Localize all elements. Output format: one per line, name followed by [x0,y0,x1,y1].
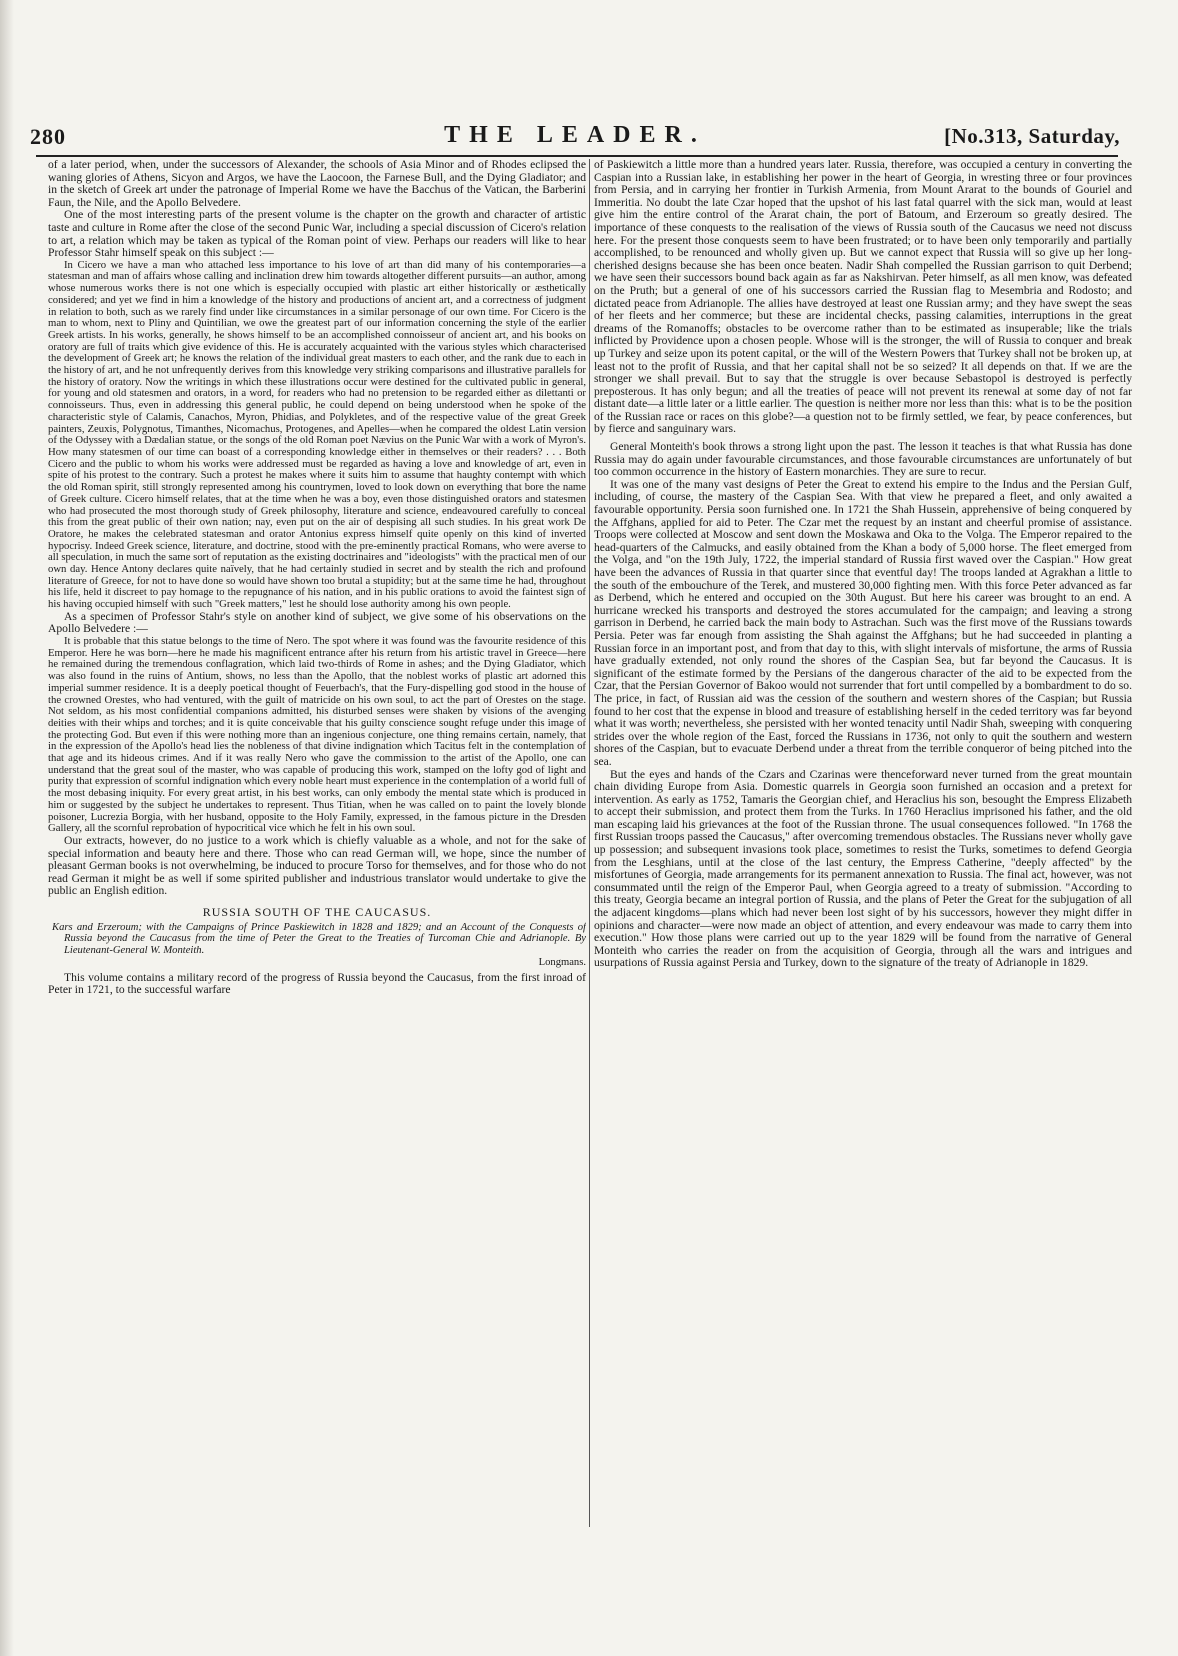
article-paragraph: of a later period, when, under the successors of Alexander, the schools of Asia Minor and of Rhodes eclipsed the waning glories of Athens, Sicyon and Argos, we have the Laocoon, the Farnese Bull, and the Dying Gladiator; and in the sketch of Greek art under the patronage of Imperial Rome we have the Bacchus of the Vatican, the Barberini Faun, the Nile, and the Apollo Belvedere. [48,159,586,209]
page-header [30,124,1120,154]
article-paragraph: Our extracts, however, do no justice to a work which is chiefly valuable as a whole, and not for the sake of special information and beauty here and there. Those who can read German will, we hope, since the number of pleasant German books is not overwhelming, be induced to procure Torso for themselves, and for those who do not read German it might be as well if some spirited publisher and industrious translator would undertake to give the public an English edition. [48,833,586,898]
article-paragraph: But the eyes and hands of the Czars and Czarinas were thenceforward never turned from the great mountain chain dividing Europe from Asia. Domestic quarrels in Georgia soon furnished an occasion and a pretext for intervention. As early as 1752, Tamaris the Georgian chief, and Heraclius his son, besought the Empress Elizabeth to accept their submission, and protect them from the Turks. In 1760 Heraclius imprisoned his father, and the old man escaping laid his grievances at the foot of the Russian throne. The usual consequences followed. "In 1768 the first Russian troops passed the Caucasus," after overcoming tremendous obstacles. The Russians never wholly gave up possession; and subsequent invasions took place, sometimes to resist the Turks, sometimes to defend Georgia from the Lesghians, until at the close of the last century, the Empress Catherine, "deeply affected" by the misfortunes of Georgia, made arrangements for its permanent annexation to Russia. The final act, however, was not consummated until the reign of the Emperor Paul, when Georgia agreed to a treaty of submission. "According to this treaty, Georgia became an integral portion of Russia, and the plans of Peter the Great for the subjugation of all the adjacent kingdoms—plans which had never been lost sight of by his successors, however they might differ in opinions and character—were now made an object of attention, and every endeavour was made to carry them into execution." How those plans were carried out up to the year 1829 will be found from the narrative of General Monteith who carries the reader on from the acquisition of Georgia, through all the wars and intrigues and usurpations of Russia against Persia and Turkey, down to the signature of the treaty of Adrianople in 1829. [594,767,1132,970]
right-column [594,159,1132,1529]
header-rule [36,155,1118,157]
column-divider [589,159,590,1527]
section-title: RUSSIA SOUTH OF THE CAUCASUS. [202,904,432,919]
page-edge-shadow [0,0,14,1656]
article-paragraph: One of the most interesting parts of the present volume is the chapter on the growth and character of artistic taste and culture in Rome after the close of the second Punic War, including a special discussion of Cicero's relation to art, a relation which may be taken as typical of the Roman point of view. Perhaps our readers will like to hear Professor Stahr himself speak on this subject :— [48,208,586,260]
block-quote: It is probable that this statue belongs to the time of Nero. The spot where it was found was the favourite residence of this Emperor. Here he was born—here he made his magnificent entrance after his return from his artistic travel in Greece—here he remained during the tremendous conflagration, which laid two-thirds of Rome in ashes; and the Dying Gladiator, which was also found in the ruins of Antium, shows, no less than the Apollo, that the noblest works of plastic art adorned this imperial summer residence. It is a deeply poetical thought of Feuerbach's, that the Fury-dispelling god stood in the house of the crowned Orestes, who had ventured, with the guilt of matricide on his own soul, to act the part of Orestes on the stage. Not seldom, as his most confidential companions admitted, his disturbed senses were shaken by visions of the avenging deities with their whips and torches; and it is quite conceivable that his guilty conscience sought refuge under this image of the protecting God. But even if this were nothing more than an ingenious conjecture, one thing remains certain, namely, that in the expression of the Apollo's head lies the nobleness of that divine indignation which Tacitus felt in the contemplation of that age and its hideous crimes. And if it was really Nero who gave the commission to the artist of the Apollo, one can understand that the great soul of the master, who was capable of producing this work, stamped on the lofty god of light and purity that expression of scornful indignation which every noble heart must experience in the contemplation of a world full of the most debasing iniquity. For every great artist, in his best works, can only embody the mental state which is produced in him or suggested by the subject he undertakes to represent. Thus Titian, when he was called on to paint the lovely blonde poisoner, Lucrezia Borgia, with her husband, opposite to the Holy Family, expressed, in the famous picture in the Dresden Gallery, all the scornful reprobation of hypocritical vice which he felt in his own soul. [48,635,586,835]
article-paragraph: This volume contains a military record of the progress of Russia beyond the Caucasus, from the first inroad of Peter in 1721, to the successful warfare [48,970,586,997]
page-number: 280 [30,124,66,149]
book-title: Kars and Erzeroum; with the Campaigns of Prince Paskiewitch in 1828 and 1829; and an Account of the Conquests of Russia beyond the Caucasus from the time of Peter the Great to the Treaties of Turcoman Chie and Adrianople. By Lieutenant-General W. Monteith. [52,921,586,957]
left-column [48,159,586,1529]
book-citation [52,921,586,969]
article-paragraph: As a specimen of Professor Stahr's style on another kind of subject, we give some of his observations on the Apollo Belvedere :— [48,609,586,636]
block-quote: In Cicero we have a man who attached less importance to his love of art than did many of his contemporaries—a statesman and man of affairs whose calling and inclination drew him towards altogether different pursuits—an author, among whose numerous works there is not one which is especially occupied with plastic art either historically or æsthetically considered; and yet we find in him a knowledge of the history and productions of ancient art, and a correctness of judgment in relation to both, such as we rarely find under like circumstances in a similar personage of our own time. For Cicero is the man to whom, next to Pliny and Quintilian, we owe the greatest part of our information concerning the style of the earlier Greek artists. In his works, generally, he shows himself to be an accomplished connoisseur of ancient art, and his books on oratory are full of traits which give evidence of this. He is accurately acquainted with the various styles which characterised the development of Greek art; he knows the relation of the individual great masters to each other, and the rank due to each in the history of art, and he not unfrequently derives from this knowledge very striking comparisons and illustrative parallels for the history of oratory. Now the writings in which these illustrations occur were destined for the cultivated public in general, for young and old statesmen and orators, in a word, for readers who had no pretension to be regarded either as dilettanti or connoisseurs. Thus, even in addressing this general public, he could depend on being understood when he spoke of the characteristic style of Calamis, Canachos, Myron, Phidias, and Polykletes, and of the respective value of the great Greek painters, Zeuxis, Polygnotus, Timanthes, Nicomachus, Protogenes, and Apelles—when he compared the oldest Latin version of the Odyssey with a Dædalian statue, or the songs of the old Roman poet Nævius on the Punic War with a work of Myron's. How many statesmen of our time can boast of a corresponding knowledge either in themselves or their readers? . . . Both Cicero and the public to whom his works were addressed must be regarded as having a love and knowledge of art, even in spite of his protest to the contrary. Such a protest he makes where it suits him to assume that haughty contempt with which the old Roman spirit, still strongly represented among his countrymen, loved to look down on everything that bore the name of Greek culture. Cicero himself relates, that at the time when he was a boy, even those distinguished orators and statesmen who had prosecuted the most thorough study of Greek philosophy, literature and science, endeavoured carefully to conceal this from the great public of their own nation; nay, even put on the air of despising all such studies. In his great work De Oratore, he makes the celebrated statesman and orator Antonius express himself quite openly on this kind of inverted hypocrisy. Indeed Greek science, literature, and doctrine, stood with the pre-eminently practical Romans, who were averse to all speculation, in much the same sort of reputation as the existing doctrinaires and "ideologists" with the practical men of our own day. Hence Antony declares quite naïvely, that he had certainly studied in secret and by stealth the rich and profound literature of Greece, for not to have done so would have shown too brutal a stupidity; but at the same time he had, throughout his life, held it discreet to pay homage to the repugnance of his nation, and in his public orations to avoid the faintest sign of his having occupied himself with such "Greek matters," lest he should lose authority among his own people. [48,258,586,611]
book-publisher: Longmans. [538,956,586,968]
article-paragraph: of Paskiewitch a little more than a hundred years later. Russia, therefore, was occupied a century in converting the Caspian into a Russian lake, in establishing her power in the heart of Georgia, in wresting three or four provinces from Persia, and in carrying her frontier in Turkish Armenia, from Mount Ararat to the bounds of Gouriel and Immeritia. No doubt the late Czar hoped that the upshot of his last fatal quarrel with the sick man, would at least give him the entire control of the Ararat chain, the port of Batoum, and Erzeroum so greatly desired. The importance of these conquests to the realisation of the views of Russia south of the Caucasus we need not discuss here. For the present those conquests seem to have been frustrated; or to have been only temporarily and partially accomplished, to be renounced and wholly given up. But we cannot expect that Russia will so give up her long-cherished designs because she has been once beaten. Nadir Shah compelled the Russian garrison to quit Derbend; we have seen their successors bound back again as far as Nakshirvan. Peter himself, as all men know, was defeated on the Pruth; but a general of one of his successors carried the Russian flag to Mesembria and Rodosto; and dictated peace from Adrianople. The allies have destroyed at least one Russian army; and they have swept the seas of her fleets and her commerce; but these are incidental checks, passing calamities, interruptions in the great dreams of the Romanoffs; obstacles to be overcome rather than to be estimated as insuperable; like the trials inflicted by Providence upon a chosen people. Whose will is the stronger, the will of Russia to conquer and break up Turkey and seize upon its potent capital, or the will of the Western Powers that Turkey shall not be broken up, at least not to the profit of Russia, and that her capital shall not be so seized? It all depends on that. If we are the stronger we shall prevail. But to say that the struggle is over because Sebastopol is destroyed is perfectly preposterous. It has only begun; and all the treaties of peace will not prevent its renewal at some day of not far distant date—a little later or a little earlier. The question is neither more nor less than this: what is to be the position of the Russian race or races on this globe?—a question not to be firmly settled, we fear, by peace conferences, but by fierce and sanguinary wars. [594,159,1132,436]
masthead-title: THE LEADER. [444,122,706,148]
issue-info: [No.313, Saturday, [944,124,1120,148]
article-paragraph: It was one of the many vast designs of Peter the Great to extend his empire to the Indus and the Persian Gulf, including, of course, the mastery of the Caspian Sea. With that view he prepared a fleet, and only awaited a favourable opportunity. Persia soon furnished one. In 1721 the Shah Hussein, apprehensive of being conquered by the Affghans, applied for aid to Peter. The Czar met the request by an instant and cheerful promise of assistance. Troops were collected at Moscow and sent down the Moskawa and Oka to the Volga. The Emperor repaired to the head-quarters of the Calmucks, and easily obtained from the Khan a body of 5,000 horse. The fleet emerged from the Volga, and "on the 19th July, 1722, the imperial standard of Russia first waved over the Caspian." How great have been the advances of Russia in that quarter since that eventful day! The troops landed at Agrakhan a little to the south of the embouchure of the Terek, and mustered 30,000 fighting men. With this force Peter advanced as far as Derbend, which he entered and occupied on the 30th August. But here his career was brought to an end. A hurricane wrecked his transports and destroyed the stores accumulated for the campaign; and leaving a strong garrison in Derbend, he carried back the main body to Astrachan. Such was the first move of the Russians towards Persia. Peter was far enough from assisting the Shah against the Affghans; but he had succeeded in planting a Russian force in an important post, and from that day to this, with slight intervals of misfortune, the arms of Russia have gradually extended, not only round the shores of the Caspian Sea, but far beyond the Caucasus. It is significant of the estimate formed by the Persians of the dangerous character of the aid to be expected from the Czar, that the Persian Governor of Bakoo would not surrender that fort until compelled by a bombardment to do so. The price, in fact, of Russian aid was the cession of the southern and western shores of the Caspian; but Russia found to her cost that the expense in blood and treasure of establishing herself in the ceded territory was far beyond what it was worth; nevertheless, she persisted with her wonted tenacity until Nadir Shah, sweeping with conquering strides over the whole region of the East, forced the Russians in 1736, not only to quit the southern and western shores of the Caspian, but to evacuate Derbend under a threat from the terrible conqueror of being pitched into the sea. [594,477,1132,768]
article-paragraph: General Monteith's book throws a strong light upon the past. The lesson it teaches is that what Russia has done Russia may do again under favourable circumstances, and those favourable circumstances are unfortunately of but too common occurrence in the history of Eastern monarchies. They are sure to recur. [594,440,1132,479]
